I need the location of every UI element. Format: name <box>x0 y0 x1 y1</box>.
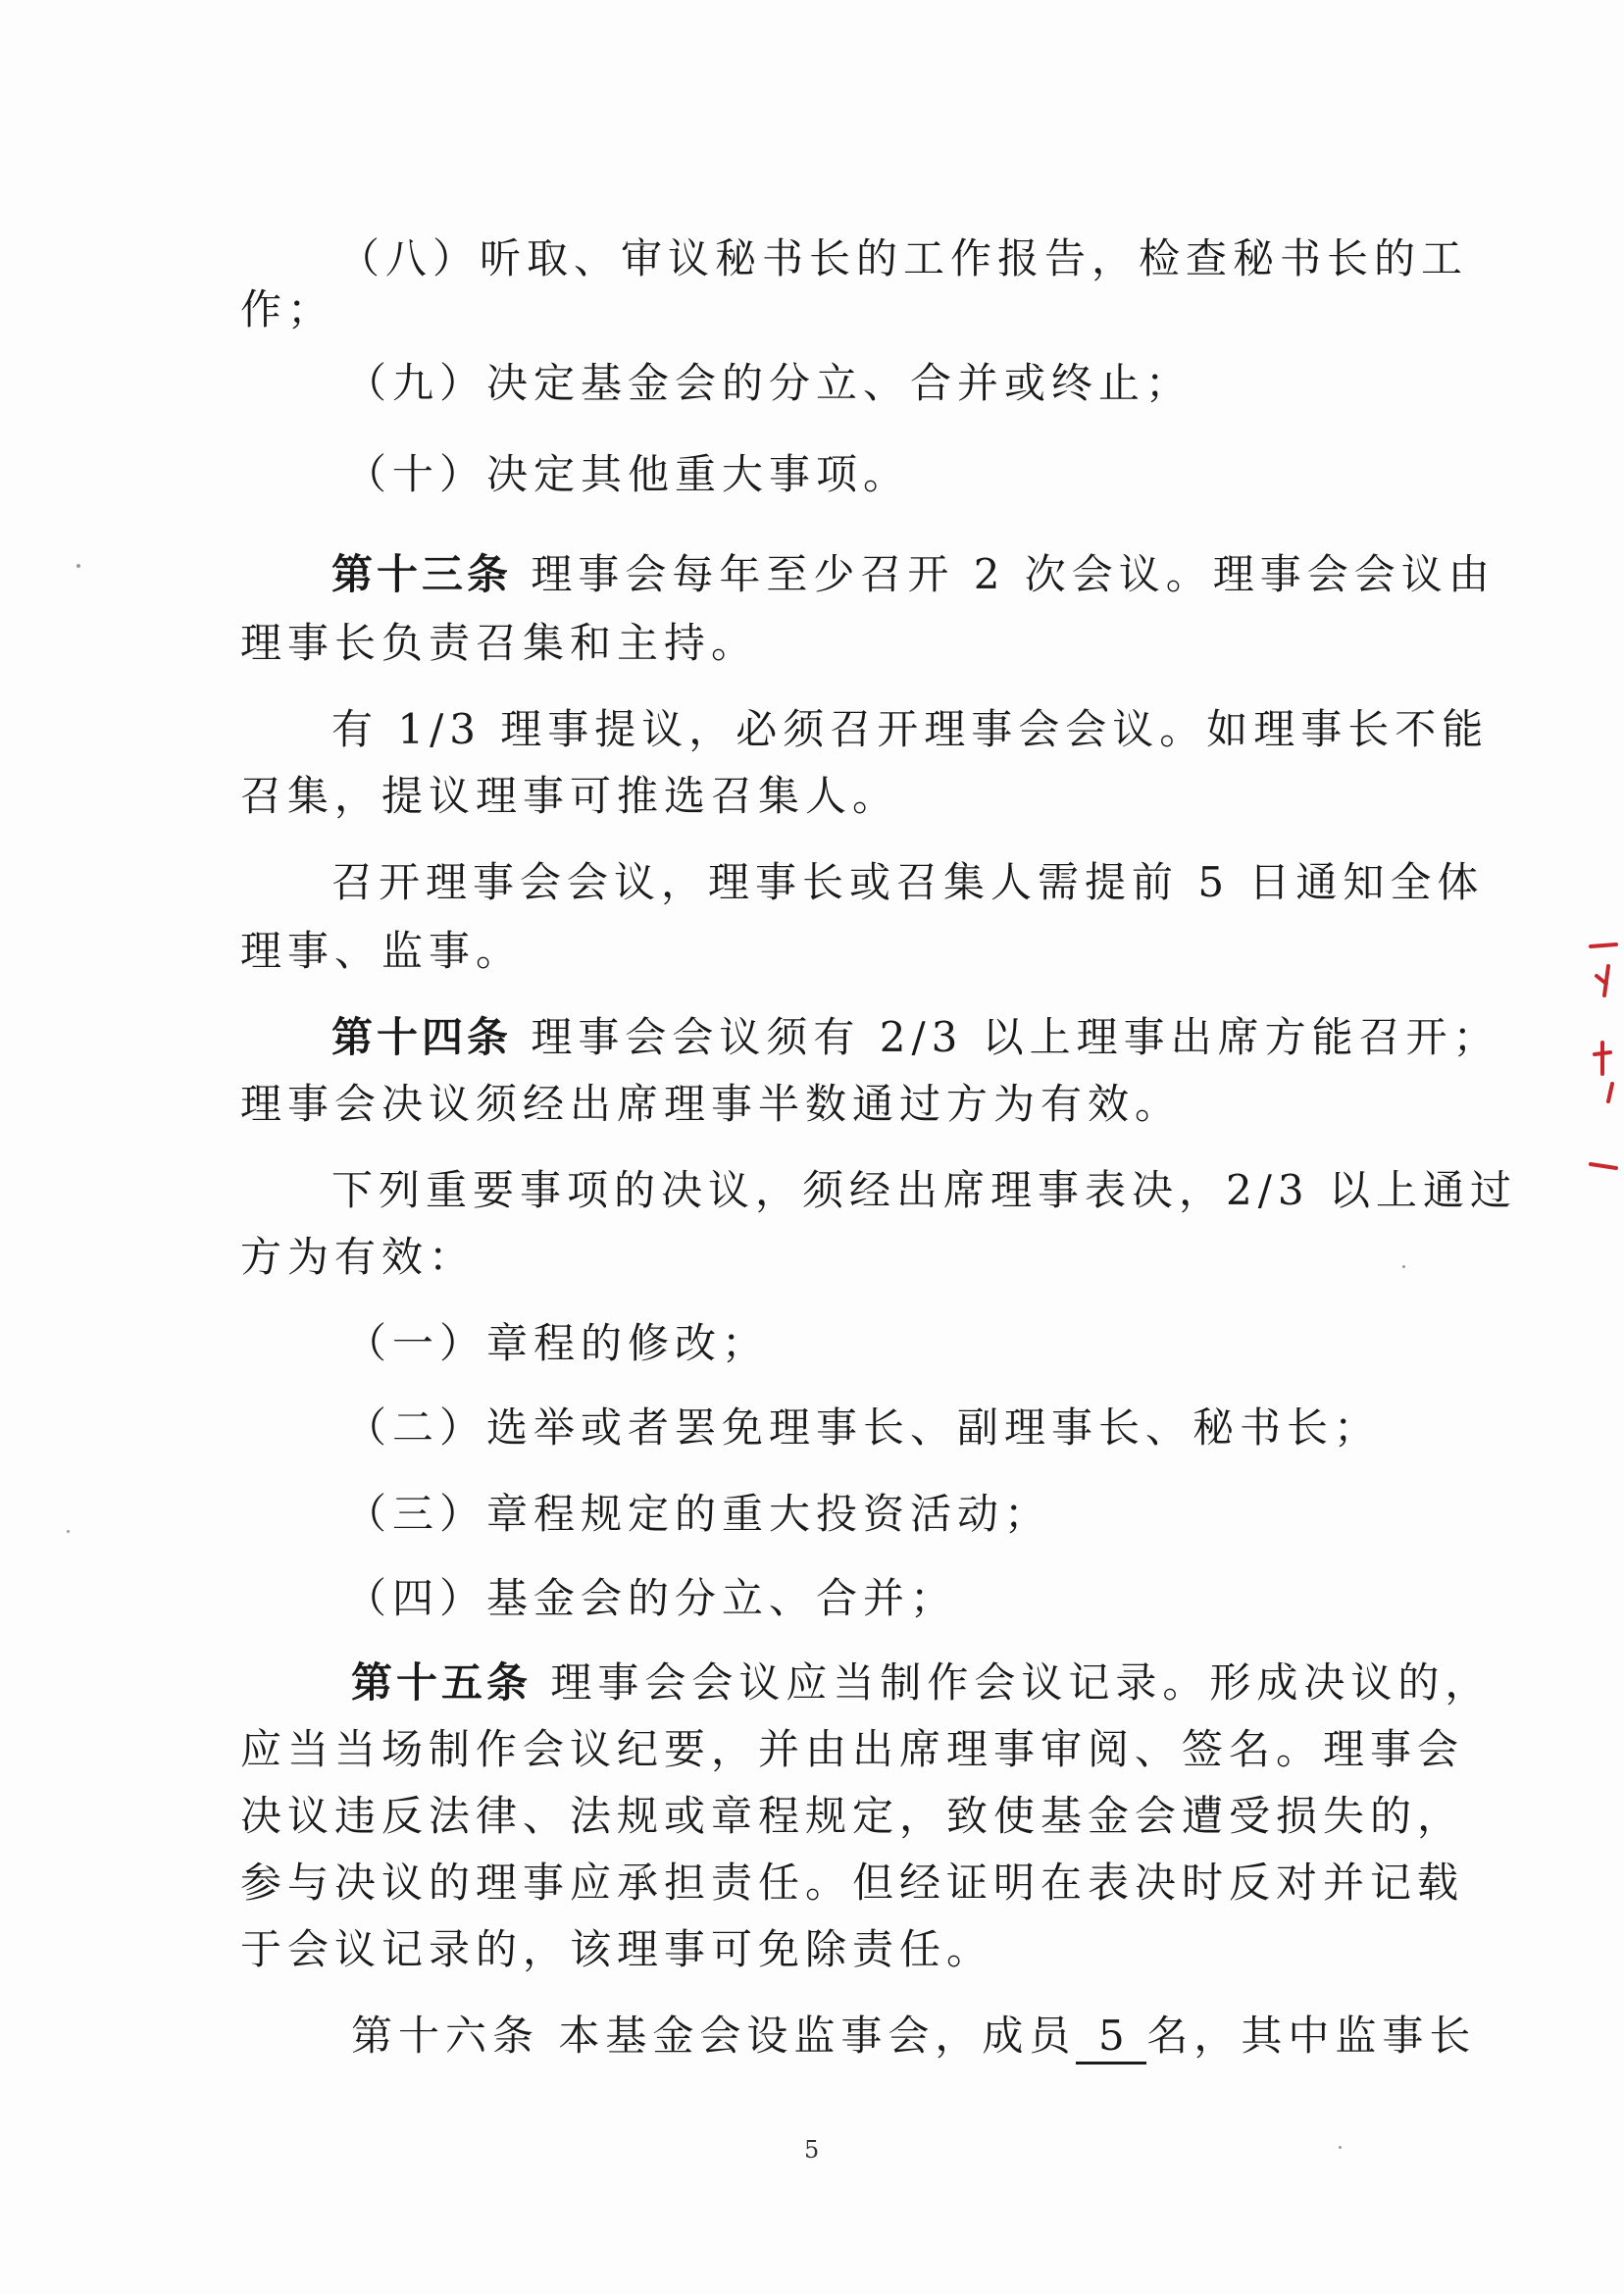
article-16-text-b: 名，其中监事长 <box>1146 2012 1477 2060</box>
text-line: 理事、监事。 <box>240 927 524 975</box>
text-line: 应当当场制作会议纪要，并由出席理事审阅、签名。理事会 <box>240 1725 1465 1773</box>
page-number: 5 <box>804 2136 820 2164</box>
article-16-text-a: 本基金会设监事会，成员 <box>558 2012 1077 2060</box>
article-13-title: 第十三条 <box>331 550 513 598</box>
text-line: 有 1/3 理事提议，必须召开理事会会议。如理事长不能 <box>331 705 1490 753</box>
clause-8-text: （八）听取、审议秘书长的工作报告，检查秘书长的工 <box>338 234 1469 282</box>
text-line: 于会议记录的，该理事可免除责任。 <box>240 1925 994 1973</box>
article-13-line <box>331 549 1496 600</box>
article-16-line <box>351 2011 1508 2065</box>
list-item: （三）章程规定的重大投资活动； <box>345 1490 1052 1538</box>
seal-stamp-icon <box>1587 937 1620 1182</box>
article-16-title: 第十六条 <box>351 2012 540 2060</box>
text-line: 决议违反法律、法规或章程规定，致使基金会遭受损失的， <box>240 1792 1465 1840</box>
article-14-line <box>331 1012 1500 1063</box>
article-14-text: 理事会会议须有 2/3 以上理事出席方能召开； <box>531 1013 1500 1061</box>
list-item: （二）选举或者罢免理事长、副理事长、秘书长； <box>345 1403 1382 1452</box>
text-line: 理事会决议须经出席理事半数通过方为有效。 <box>240 1080 1183 1128</box>
clause-10-text: （十）决定其他重大事项。 <box>345 450 911 498</box>
scan-speck <box>76 564 80 568</box>
article-14-title: 第十四条 <box>331 1013 513 1061</box>
text-line: 下列重要事项的决议，须经出席理事表决，2/3 以上通过 <box>331 1166 1517 1214</box>
text-line: 参与决议的理事应承担责任。但经证明在表决时反对并记载 <box>240 1859 1465 1907</box>
text-line: 召集，提议理事可推选召集人。 <box>240 772 900 820</box>
list-item: （一）章程的修改； <box>345 1319 770 1367</box>
list-item: （四）基金会的分立、合并； <box>345 1574 958 1622</box>
text-line: 作； <box>240 285 335 333</box>
text-line: 方为有效： <box>240 1233 477 1281</box>
scan-speck <box>67 1530 70 1533</box>
article-13-text: 理事会每年至少召开 2 次会议。理事会会议由 <box>531 550 1496 598</box>
article-15-line <box>351 1657 1508 1708</box>
text-line: 召开理事会会议，理事长或召集人需提前 5 日通知全体 <box>331 858 1485 906</box>
article-15-text: 理事会会议应当制作会议记录。形成决议的， <box>550 1658 1493 1707</box>
text-line <box>240 233 1469 284</box>
scan-speck <box>1402 1265 1405 1268</box>
text-line: 理事长负责召集和主持。 <box>240 619 759 667</box>
member-count-blank: 5 <box>1076 2011 1146 2065</box>
article-15-title: 第十五条 <box>351 1658 533 1707</box>
scan-speck <box>1339 2146 1342 2149</box>
clause-9-text: （九）决定基金会的分立、合并或终止； <box>345 359 1193 407</box>
